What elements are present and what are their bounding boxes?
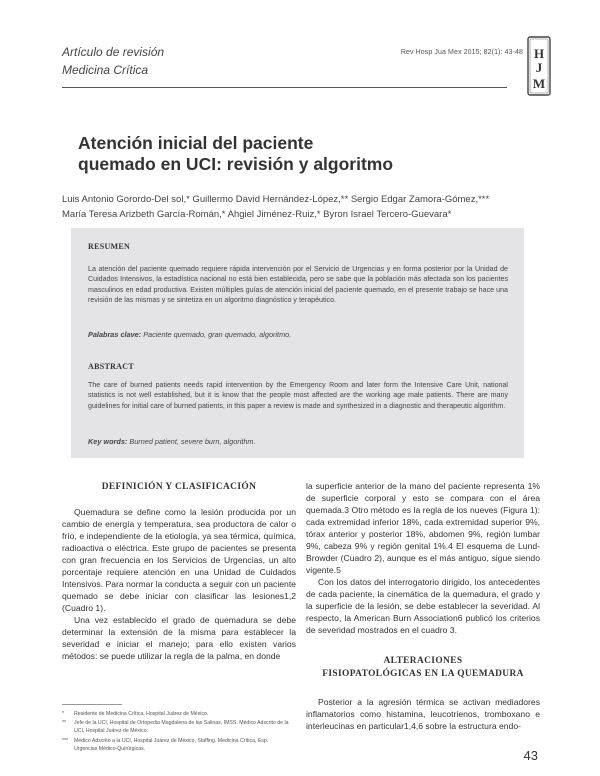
resumen-keywords: [88, 330, 508, 339]
abstract-heading: ABSTRACT: [88, 362, 134, 371]
logo-letter-j: J: [535, 60, 543, 75]
heading-alteraciones: [306, 655, 540, 681]
footnote-3: [62, 737, 292, 753]
heading-alteraciones-line-2: FISIOPATOLÓGICAS EN LA QUEMADURA: [322, 669, 524, 679]
resumen-keywords-label: Palabras clave:: [88, 330, 142, 339]
heading-definicion: DEFINICIÓN Y CLASIFICACIÓN: [101, 482, 257, 492]
footnote-rule: [62, 704, 122, 705]
footnote-text: Jefe de la UCI, Hospital de Ortopedia Magdalena de las Salinas, IMSS. Médico Adscrito de la UCI, Hospital Juárez de México.: [74, 720, 289, 734]
title-line-2: quemado en UCI: revisión y algoritmo: [78, 154, 394, 174]
footnote-text: Residente de Medicina Crítica, Hospital Juárez de México.: [74, 711, 209, 717]
abstract-box: [71, 228, 524, 458]
abstract-keywords: [88, 437, 508, 446]
header-rule: [62, 87, 507, 88]
left-paragraph-2: Una vez establecido el grado de quemadura se debe determinar la extensión de la misma para establecer la severidad e iniciar el manejo; para ello existen varios métodos: se puede utilizar la regla de la palma, en donde: [62, 615, 296, 661]
right-paragraph-3: Posterior a la agresión térmica se activan mediadores inflamatorios como histamina, leucotrienos, tromboxano e interleucinas en particular1,4,6 sobre la estructura endo-: [306, 697, 540, 731]
resumen-text: La atención del paciente quemado requiere rápida intervención por el Servicio de Urgencias y en forma posterior por la Unidad de Cuidados Intensivos, la estadística nacional no está bien establecida, pero se sabe que la población más afectada son los pacientes masculinos en edad productiva. Existen múltiples guías de atención inicial del paciente quemado, en el presente trabajo se hace una revisión de las mismas y se sintetiza en un algoritmo diagnóstico y terapéutico.: [88, 265, 508, 304]
page-number: 43: [523, 748, 538, 763]
resumen-keywords-value: Paciente quemado, gran quemado, algoritmo.: [143, 330, 292, 339]
footnote-mark: ***: [62, 738, 69, 744]
resumen-heading: RESUMEN: [88, 242, 131, 251]
right-paragraph-1: la superficie anterior de la mano del paciente representa 1% de superficie corporal y esto se compara con el área quemada.3 Otro método es la regla de los nueves (Figura 1): cada extremidad inferior 18%, cada extremidad superior 9%, tórax anterior y posterior 18%, abdomen 9%, región lumbar 9%, cabeza 9% y región genital 1%.4 El esquema de Lund-Browder (Cuadro 2), aunque es el más antiguo, sigue siendo vigente.5: [306, 481, 540, 575]
authors-line-1: Luis Antonio Gorordo-Del sol,* Guillermo David Hernández-López,** Sergio Edgar Zamora-Gómez,***: [62, 194, 490, 205]
footnote-mark: **: [62, 720, 67, 726]
footnote-mark: *: [62, 711, 65, 717]
article-title: [78, 133, 393, 175]
heading-alteraciones-line-1: ALTERACIONES: [383, 656, 463, 666]
right-paragraph-2: Con los datos del interrogatorio dirigido, los antecedentes de cada paciente, la cinemática de la quemadura, el grado y la superficie de la lesión, se debe establecer la severidad. Al respecto, la American Burn Association6 publicó los criterios de severidad mostrados en el cuadro 3.: [306, 577, 540, 635]
abstract-keywords-label: Key words:: [88, 437, 128, 446]
section-label: Artículo de revisión: [62, 45, 165, 59]
footnote-1: [62, 710, 292, 718]
footnote-2: [62, 719, 292, 735]
title-line-1: Atención inicial del paciente: [78, 133, 314, 153]
left-paragraph-1: Quemadura se define como la lesión producida por un cambio de energía y temperatura, sea productora de calor o frío, e independiente de la etiología, ya sea térmica, química, radioactiva o eléctrica. Este grupo de pacientes se presenta con gran frecuencia en los Servicios de Urgencias, un alto porcentaje requiere atención en una Unidad de Cuidados Intensivos. Para normar la conducta a seguir con un paciente quemado se debe iniciar con clasificar las lesiones1,2 (Cuadro 1).: [62, 507, 296, 613]
authors-line-2: María Teresa Arizbeth García-Román,* Ahgiel Jiménez-Ruiz,* Byron Israel Tercero-Guevara*: [62, 209, 452, 220]
subsection-label: Medicina Crítica: [62, 63, 149, 77]
journal-reference: Rev Hosp Jua Mex 2015; 82(1): 43-48: [400, 49, 523, 56]
author-list: [62, 192, 532, 222]
logo-letter-m: M: [532, 76, 546, 91]
logo-letter-h: H: [533, 46, 545, 61]
journal-logo: [527, 36, 551, 96]
footnote-text: Médico Adscrito a la UCI, Hospital Juárez de México, Staffing. Medicina Crítica, Esp. Urgencias Médico-Quirúrgicas.: [74, 738, 269, 752]
abstract-text: The care of burned patients needs rapid intervention by the Emergency Room and later form the Intensive Care Unit, national statistics is not well established, but it is know that the people most affected are the working age male patients. There are many guidelines for initial care of burned patients, in this paper a review is made and synthesized in a diagnostic and therapeutic algorithm.: [88, 381, 508, 410]
abstract-keywords-value: Burned patient, severe burn, algorithm.: [129, 437, 256, 446]
